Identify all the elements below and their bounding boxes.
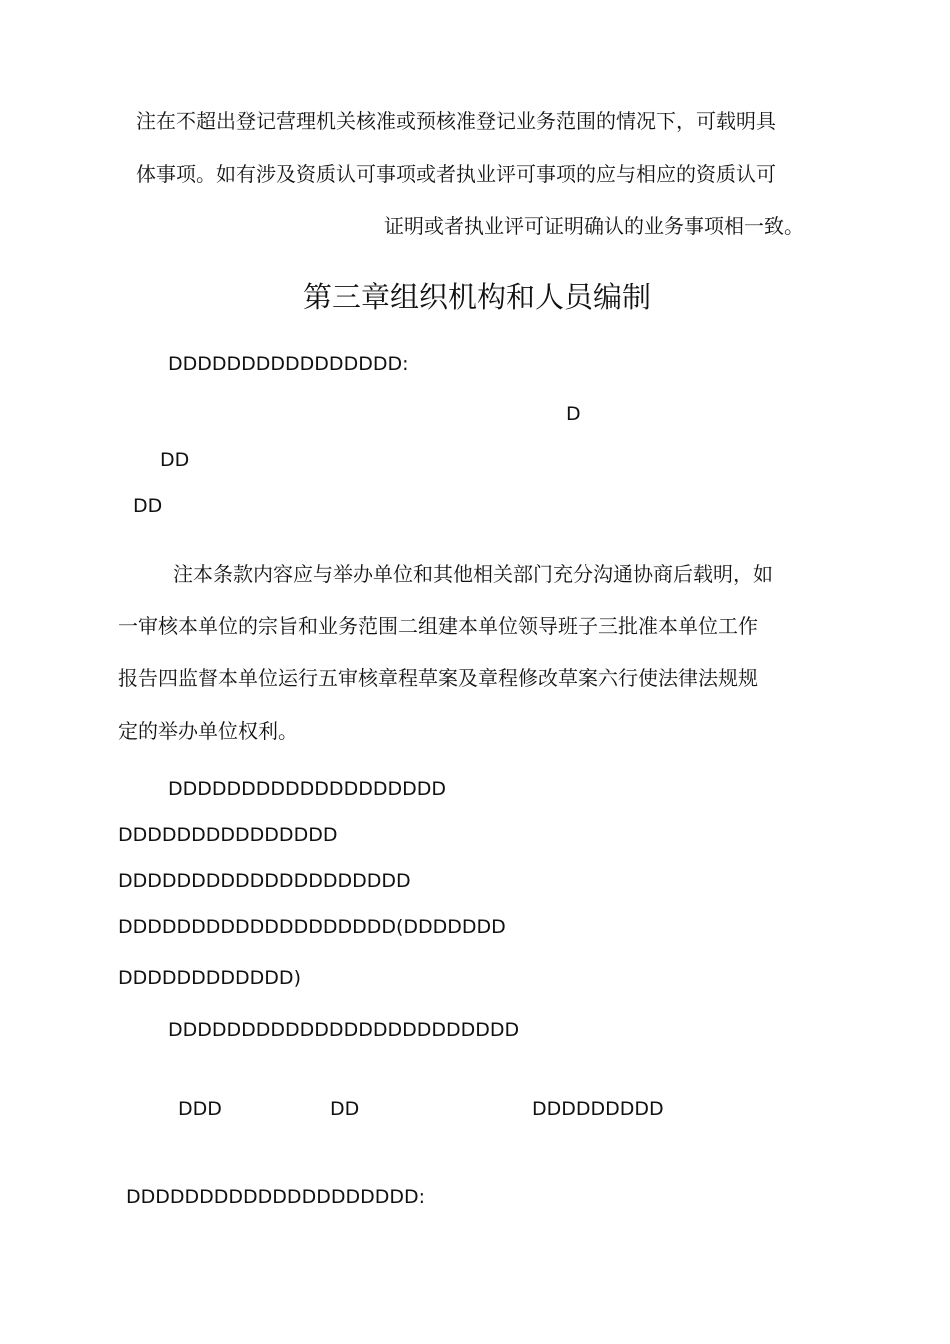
garbled-cell: DD — [330, 1098, 360, 1120]
garbled-line: DD — [160, 449, 190, 471]
garbled-line: DD — [133, 495, 163, 517]
note2-line-3: 报告四监督本单位运行五审核章程草案及章程修改草案六行使法律法规规 — [118, 666, 758, 690]
garbled-line: DDDDDDDDDDDD) — [118, 967, 301, 989]
garbled-line: D — [566, 403, 581, 425]
garbled-line: DDDDDDDDDDDDDDDDDDD(DDDDDDD — [118, 916, 506, 938]
note2-line-4: 定的举办单位权利。 — [118, 719, 298, 743]
note2-line-1: 注本条款内容应与举办单位和其他相关部门充分沟通协商后载明，如 — [173, 562, 773, 586]
garbled-line: DDDDDDDDDDDDDDDD: — [168, 353, 409, 375]
note1-line-1: 注在不超出登记营理机关核准或预核准登记业务范围的情况下，可载明具 — [136, 109, 776, 133]
note1-line-2: 体事项。如有涉及资质认可事项或者执业评可事项的应与相应的资质认可 — [136, 162, 776, 186]
chapter-title: 第三章组织机构和人员编制 — [303, 280, 652, 314]
note2-line-2: 一审核本单位的宗旨和业务范围二组建本单位领导班子三批准本单位工作 — [118, 614, 758, 638]
note1-line-3: 证明或者执业评可证明确认的业务事项相一致。 — [384, 214, 804, 238]
garbled-line: DDDDDDDDDDDDDDDDDDDD — [118, 870, 411, 892]
garbled-line: DDDDDDDDDDDDDDD — [118, 824, 338, 846]
garbled-cell: DDD — [178, 1098, 222, 1120]
garbled-cell: DDDDDDDDD — [532, 1098, 664, 1120]
garbled-line: DDDDDDDDDDDDDDDDDDD — [168, 778, 446, 800]
garbled-line: DDDDDDDDDDDDDDDDDDDDDDDD — [168, 1019, 520, 1041]
garbled-line: DDDDDDDDDDDDDDDDDDDD: — [126, 1186, 426, 1208]
